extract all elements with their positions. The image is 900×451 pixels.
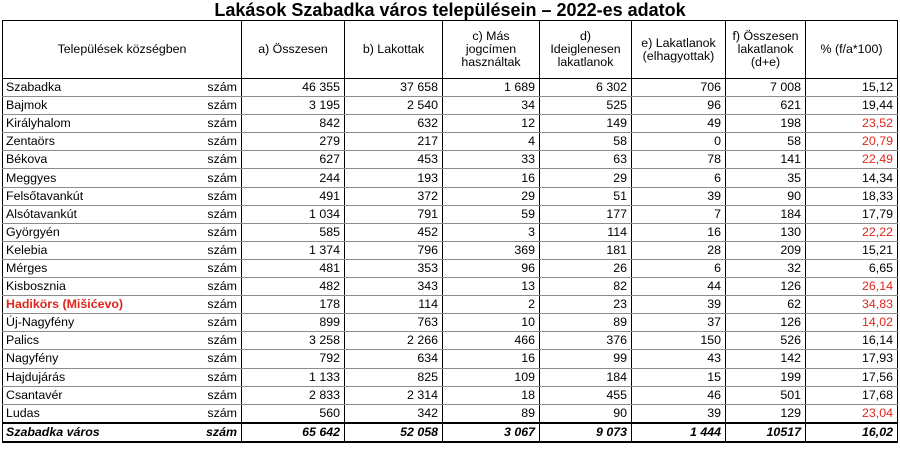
cell-total: 792 [242,350,345,368]
cell-total: 481 [242,259,345,277]
table-row [3,205,898,223]
cell-other-use: 18 [443,386,540,404]
cell-settlement: Kelebia [3,241,200,259]
cell-occupied: 2 314 [345,386,443,404]
cell-total: 899 [242,314,345,332]
cell-total: 627 [242,151,345,169]
cell-other-use: 16 [443,169,540,187]
cell-unit: szám [200,278,242,296]
cell-other-use: 2 [443,296,540,314]
cell-total-vacant: 90 [726,187,806,205]
cell-percent: 22,22 [806,223,898,241]
cell-total-vacant: 126 [726,314,806,332]
cell-unit: szám [200,314,242,332]
cell-other-use: 12 [443,115,540,133]
cell-occupied: 217 [345,133,443,151]
cell-temp-vacant: 184 [540,368,632,386]
cell-percent: 14,02 [806,314,898,332]
cell-unit: szám [200,205,242,223]
cell-other-use: 3 067 [443,423,540,442]
table-row [3,115,898,133]
cell-total-vacant: 141 [726,151,806,169]
cell-occupied: 372 [345,187,443,205]
cell-occupied: 763 [345,314,443,332]
cell-total-vacant: 142 [726,350,806,368]
cell-abandoned: 43 [632,350,726,368]
header-settlement: Települések községben [3,21,242,79]
cell-total: 585 [242,223,345,241]
cell-occupied: 114 [345,296,443,314]
table-row [3,223,898,241]
header-total: a) Összesen [242,21,345,79]
cell-abandoned: 7 [632,205,726,223]
cell-temp-vacant: 525 [540,97,632,115]
cell-other-use: 4 [443,133,540,151]
cell-unit: szám [200,187,242,205]
table-row [3,368,898,386]
cell-percent: 17,68 [806,386,898,404]
cell-abandoned: 39 [632,296,726,314]
cell-total: 1 034 [242,205,345,223]
cell-settlement: Alsótavankút [3,205,200,223]
cell-total-vacant: 621 [726,97,806,115]
cell-temp-vacant: 149 [540,115,632,133]
cell-occupied: 796 [345,241,443,259]
cell-settlement: Györgyén [3,223,200,241]
cell-settlement: Felsőtavankút [3,187,200,205]
cell-percent: 16,14 [806,332,898,350]
cell-total-vacant: 198 [726,115,806,133]
cell-total-vacant: 526 [726,332,806,350]
cell-temp-vacant: 99 [540,350,632,368]
cell-abandoned: 46 [632,386,726,404]
cell-temp-vacant: 29 [540,169,632,187]
cell-unit: szám [200,79,242,97]
header-total-vacant: f) Összesen lakatlanok (d+e) [726,21,806,79]
cell-settlement: Nagyfény [3,350,200,368]
header-other-use: c) Más jogcímen használtak [443,21,540,79]
cell-total-vacant: 184 [726,205,806,223]
cell-unit: szám [200,423,242,442]
cell-other-use: 89 [443,404,540,423]
table-row [3,97,898,115]
cell-temp-vacant: 455 [540,386,632,404]
cell-total: 244 [242,169,345,187]
cell-total-vacant: 10517 [726,423,806,442]
cell-abandoned: 1 444 [632,423,726,442]
cell-percent: 6,65 [806,259,898,277]
cell-percent: 14,34 [806,169,898,187]
cell-total: 46 355 [242,79,345,97]
cell-temp-vacant: 51 [540,187,632,205]
table-row [3,350,898,368]
cell-temp-vacant: 376 [540,332,632,350]
cell-abandoned: 6 [632,259,726,277]
table-row [3,332,898,350]
cell-total: 279 [242,133,345,151]
cell-settlement: Szabadka város [3,423,200,442]
cell-unit: szám [200,115,242,133]
cell-settlement: Csantavér [3,386,200,404]
housing-table [2,20,898,443]
cell-percent: 22,49 [806,151,898,169]
cell-abandoned: 16 [632,223,726,241]
cell-percent: 23,52 [806,115,898,133]
cell-total-vacant: 62 [726,296,806,314]
cell-occupied: 342 [345,404,443,423]
cell-settlement: Palics [3,332,200,350]
cell-total-vacant: 126 [726,278,806,296]
cell-occupied: 452 [345,223,443,241]
cell-percent: 17,93 [806,350,898,368]
cell-percent: 20,79 [806,133,898,151]
cell-total: 1 133 [242,368,345,386]
cell-settlement: Hadikörs (Mišićevo) [3,296,200,314]
header-row [3,21,898,79]
table-row [3,386,898,404]
cell-unit: szám [200,151,242,169]
cell-percent: 16,02 [806,423,898,442]
cell-temp-vacant: 82 [540,278,632,296]
cell-abandoned: 44 [632,278,726,296]
cell-settlement: Hajdujárás [3,368,200,386]
table-row [3,278,898,296]
cell-abandoned: 96 [632,97,726,115]
cell-abandoned: 0 [632,133,726,151]
cell-temp-vacant: 90 [540,404,632,423]
cell-settlement: Zentaörs [3,133,200,151]
cell-other-use: 369 [443,241,540,259]
table-row [3,259,898,277]
cell-other-use: 33 [443,151,540,169]
table-row [3,241,898,259]
page-title: Lakások Szabadka város településein – 2022-es adatok [214,0,686,20]
header-percent: % (f/a*100) [806,21,898,79]
header-occupied: b) Lakottak [345,21,443,79]
cell-temp-vacant: 177 [540,205,632,223]
cell-settlement: Kisbosznia [3,278,200,296]
cell-abandoned: 37 [632,314,726,332]
cell-settlement: Békova [3,151,200,169]
cell-unit: szám [200,404,242,423]
cell-abandoned: 28 [632,241,726,259]
header-temp-vacant: d) Ideiglenesen lakatlanok [540,21,632,79]
cell-occupied: 353 [345,259,443,277]
table-row [3,169,898,187]
header-abandoned: e) Lakatlanok (elhagyottak) [632,21,726,79]
cell-unit: szám [200,332,242,350]
cell-temp-vacant: 26 [540,259,632,277]
cell-other-use: 34 [443,97,540,115]
cell-unit: szám [200,241,242,259]
cell-other-use: 59 [443,205,540,223]
cell-total-vacant: 209 [726,241,806,259]
cell-abandoned: 15 [632,368,726,386]
cell-other-use: 29 [443,187,540,205]
cell-total-vacant: 199 [726,368,806,386]
cell-percent: 18,33 [806,187,898,205]
cell-settlement: Bajmok [3,97,200,115]
table-row [3,404,898,423]
table-row [3,151,898,169]
cell-occupied: 453 [345,151,443,169]
cell-percent: 15,21 [806,241,898,259]
cell-percent: 34,83 [806,296,898,314]
cell-temp-vacant: 23 [540,296,632,314]
cell-total-vacant: 7 008 [726,79,806,97]
cell-total-vacant: 130 [726,223,806,241]
cell-percent: 15,12 [806,79,898,97]
cell-settlement: Meggyes [3,169,200,187]
cell-abandoned: 78 [632,151,726,169]
cell-abandoned: 49 [632,115,726,133]
cell-occupied: 634 [345,350,443,368]
cell-other-use: 109 [443,368,540,386]
cell-temp-vacant: 114 [540,223,632,241]
cell-total: 2 833 [242,386,345,404]
cell-settlement: Ludas [3,404,200,423]
cell-occupied: 791 [345,205,443,223]
cell-settlement: Mérges [3,259,200,277]
cell-abandoned: 150 [632,332,726,350]
cell-temp-vacant: 6 302 [540,79,632,97]
cell-unit: szám [200,296,242,314]
cell-total-vacant: 129 [726,404,806,423]
cell-total: 482 [242,278,345,296]
cell-unit: szám [200,259,242,277]
cell-total: 491 [242,187,345,205]
cell-temp-vacant: 58 [540,133,632,151]
table-row [3,187,898,205]
cell-percent: 17,56 [806,368,898,386]
cell-total: 842 [242,115,345,133]
table-row [3,314,898,332]
cell-unit: szám [200,133,242,151]
cell-other-use: 466 [443,332,540,350]
cell-settlement: Új-Nagyfény [3,314,200,332]
cell-abandoned: 6 [632,169,726,187]
cell-unit: szám [200,386,242,404]
cell-unit: szám [200,368,242,386]
cell-other-use: 3 [443,223,540,241]
cell-temp-vacant: 89 [540,314,632,332]
cell-occupied: 52 058 [345,423,443,442]
cell-total-vacant: 58 [726,133,806,151]
table-row [3,133,898,151]
cell-occupied: 632 [345,115,443,133]
cell-settlement: Királyhalom [3,115,200,133]
table-row [3,296,898,314]
cell-occupied: 2 540 [345,97,443,115]
cell-temp-vacant: 181 [540,241,632,259]
cell-settlement: Szabadka [3,79,200,97]
cell-percent: 17,79 [806,205,898,223]
cell-percent: 26,14 [806,278,898,296]
cell-other-use: 1 689 [443,79,540,97]
cell-other-use: 10 [443,314,540,332]
cell-percent: 19,44 [806,97,898,115]
cell-total: 3 258 [242,332,345,350]
cell-occupied: 825 [345,368,443,386]
cell-total: 560 [242,404,345,423]
cell-temp-vacant: 9 073 [540,423,632,442]
cell-unit: szám [200,169,242,187]
cell-other-use: 16 [443,350,540,368]
table-row [3,79,898,97]
cell-abandoned: 39 [632,187,726,205]
total-row [3,423,898,442]
cell-other-use: 13 [443,278,540,296]
cell-total: 178 [242,296,345,314]
cell-occupied: 343 [345,278,443,296]
cell-total-vacant: 501 [726,386,806,404]
cell-temp-vacant: 63 [540,151,632,169]
cell-unit: szám [200,97,242,115]
cell-other-use: 96 [443,259,540,277]
table-body [3,79,898,442]
cell-percent: 23,04 [806,404,898,423]
cell-total: 3 195 [242,97,345,115]
cell-unit: szám [200,223,242,241]
cell-abandoned: 39 [632,404,726,423]
cell-occupied: 193 [345,169,443,187]
cell-unit: szám [200,350,242,368]
cell-occupied: 37 658 [345,79,443,97]
cell-total: 1 374 [242,241,345,259]
cell-total: 65 642 [242,423,345,442]
cell-total-vacant: 35 [726,169,806,187]
cell-total-vacant: 32 [726,259,806,277]
cell-occupied: 2 266 [345,332,443,350]
cell-abandoned: 706 [632,79,726,97]
